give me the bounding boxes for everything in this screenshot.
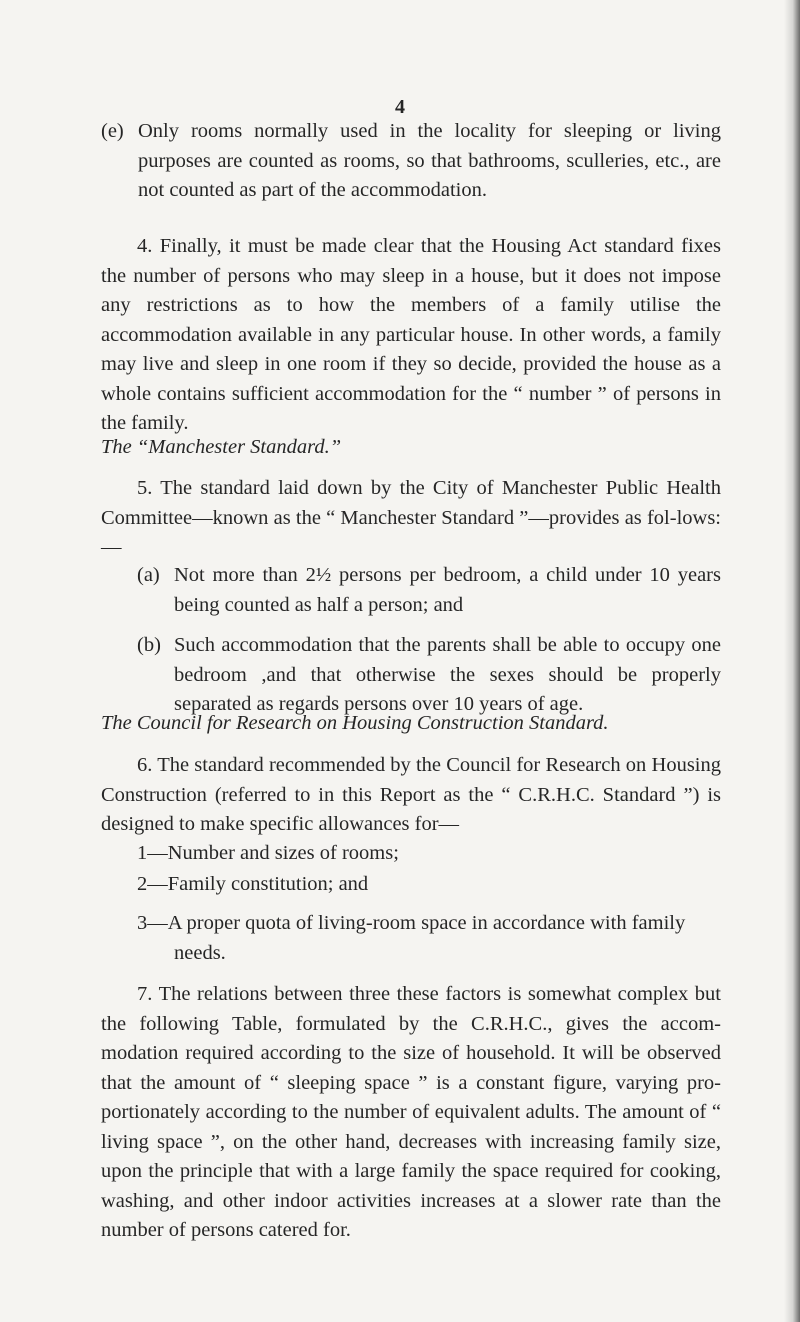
clause-b xyxy=(137,631,721,720)
paragraph-7: 7. The relations between three these factors is somewhat complex but the following Table, formulated by the C.R.H.C., gives the accom-modation required according to the size of household. It will be observed that the amount of “ sleeping space ” is a constant figure, varying pro-portionately according to the number of equivalent adults. The amount of “ living space ”, on the other hand, decreases with increasing family size, upon the principle that with a large family the space required for cooking, washing, and other indoor activities increases at a slower rate than the number of persons catered for. xyxy=(101,983,721,1241)
clause-a xyxy=(137,561,721,620)
paragraph-4: 4. Finally, it must be made clear that the Housing Act standard fixes the number of persons who may sleep in a house, but it does not impose any restrictions as to how the members of a family utilise the accommodation available in any particular house. In other words, a family may live and sleep in one room if they so decide, provided the house as a whole contains sufficient accommodation for the “ number ” of persons in the family. xyxy=(101,235,721,434)
clause-e-label: (e) xyxy=(101,120,124,142)
list-item-3: 3—A proper quota of living-room space in accordance with family needs. xyxy=(137,912,686,964)
list-item-1: 1—Number and sizes of rooms; xyxy=(137,842,399,864)
clause-e-text: Only rooms normally used in the locality for sleeping or living purposes are counted as rooms, so that bathrooms, sculleries, etc., are not counted as part of the accommodation. xyxy=(138,120,721,201)
paragraph-5: 5. The standard laid down by the City of Manchester Public Health Committee—known as the “ Manchester Standard ”—provides as fol-lows:— xyxy=(101,477,721,558)
page-edge-shadow xyxy=(784,0,800,1322)
page-number: 4 xyxy=(395,96,405,118)
clause-a-label: (a) xyxy=(137,564,160,586)
clause-b-label: (b) xyxy=(137,634,161,656)
paragraph-6: 6. The standard recommended by the Council for Research on Housing Construction (referred to in this Report as the “ C.R.H.C. Standard ”) is designed to make specific allowances for— xyxy=(101,754,721,835)
clause-b-text: Such accommodation that the parents shall be able to occupy one bedroom ,and that otherwise the sexes should be properly separated as regards persons over 10 years of age. xyxy=(174,634,721,715)
heading-council-standard: The Council for Research on Housing Construction Standard. xyxy=(101,712,609,734)
clause-a-text: Not more than 2½ persons per bedroom, a child under 10 years being counted as half a person; and xyxy=(174,564,721,616)
list-item-2: 2—Family constitution; and xyxy=(137,873,369,895)
clause-e xyxy=(101,117,721,206)
heading-manchester-standard: The “Manchester Standard.” xyxy=(101,436,342,458)
